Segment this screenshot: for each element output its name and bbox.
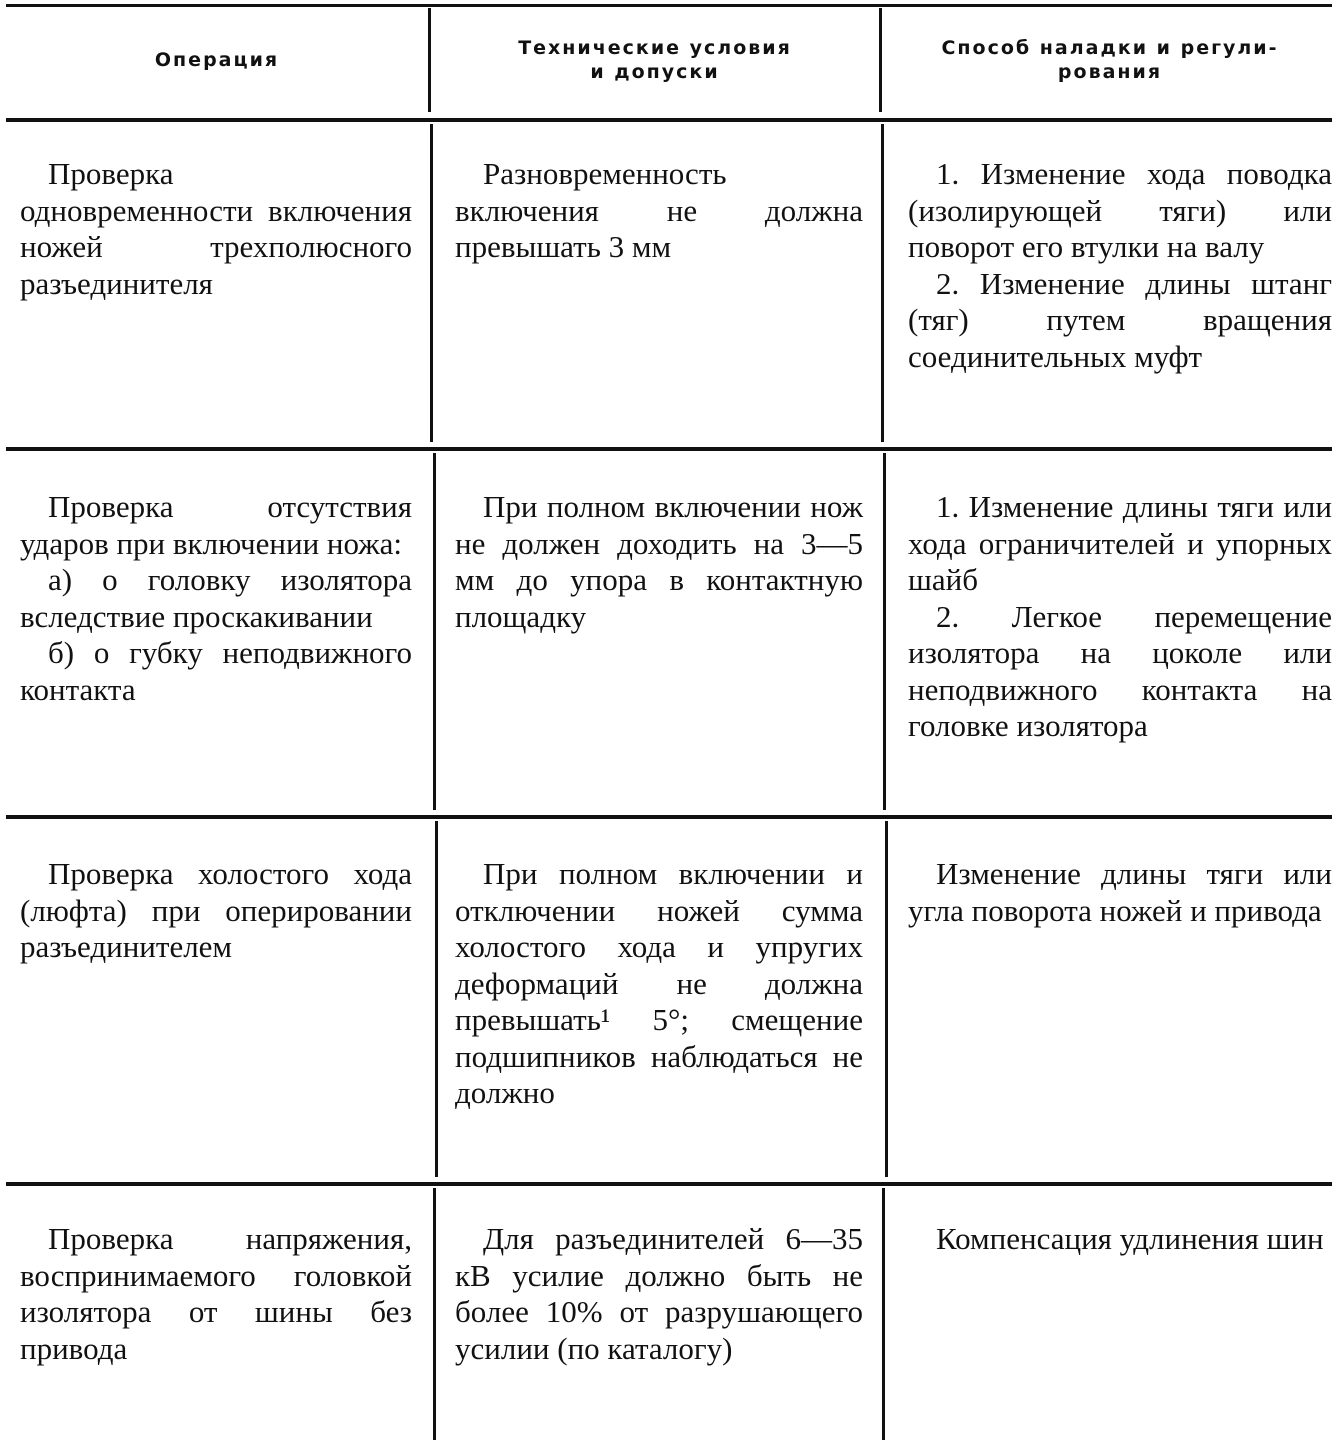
method-text: 2. Изменение длины штанг (тяг) путем вращения соединительных муфт [908, 265, 1332, 374]
column-divider [428, 8, 431, 112]
conditions-text: При полном включении нож не должен доходить на 3—5 мм до упора в контактную площадку [455, 489, 863, 634]
column-divider [435, 821, 438, 1177]
method-cell [908, 156, 1332, 375]
operation-text: Проверка отсутствия ударов при включении ножа: [20, 489, 412, 561]
column-header-operation [10, 10, 424, 110]
operation-text: Проверка одновременности включения ножей трехполюсного разъединителя [20, 156, 412, 301]
row-separator [6, 447, 1332, 451]
method-text: 1. Изменение хода поводка (изолирующей тяги) или поворот его втулки на валу [908, 156, 1332, 264]
method-text: 2. Легкое перемещение изолятора на цоколе или неподвижного контакта на головке изолятора [908, 598, 1332, 743]
column-divider [885, 821, 888, 1177]
row-separator [6, 1182, 1332, 1186]
column-divider [883, 453, 886, 810]
operation-cell [20, 1221, 412, 1367]
method-cell [908, 489, 1332, 745]
header-bottom-rule [6, 118, 1332, 122]
operation-text: Проверка напряжения, воспринимаемого головкой изолятора от шины без привода [20, 1221, 412, 1366]
operation-cell [20, 489, 412, 708]
conditions-text: Для разъединителей 6—35 кВ усилие должно быть не более 10% от разрушающего усилии (по каталогу) [455, 1221, 863, 1366]
header-operation-text: Операция [154, 49, 280, 71]
operation-text: а) о головку изолятора вследствие проскакивании [20, 562, 412, 634]
column-header-method [890, 10, 1330, 110]
conditions-text: Разновременность включения не должна превышать 3 мм [455, 156, 863, 264]
operation-cell [20, 856, 412, 966]
row-separator [6, 815, 1332, 819]
column-divider [433, 453, 436, 810]
column-header-conditions [436, 10, 874, 110]
operation-cell [20, 156, 412, 302]
conditions-cell [455, 1221, 863, 1367]
conditions-cell [455, 489, 863, 635]
method-cell [908, 1221, 1332, 1258]
column-divider [879, 8, 882, 112]
method-text: Изменение длины тяги или угла поворота ножей и привода [908, 856, 1332, 928]
method-cell [908, 856, 1332, 929]
conditions-cell [455, 156, 863, 266]
column-divider [882, 1188, 885, 1440]
header-method-text: Способ наладки и регули- рования [941, 37, 1279, 83]
conditions-cell [455, 856, 863, 1112]
conditions-text: При полном включении и отключении ножей сумма холостого хода и упругих деформаций не должна превышать¹ 5°; смещение подшипников наблюдаться не должно [455, 856, 863, 1110]
method-text: 1. Изменение длины тяги или хода ограничителей и упорных шайб [908, 489, 1332, 597]
table-top-rule [6, 4, 1332, 7]
column-divider [881, 124, 884, 442]
operation-text: б) о губку неподвижного контакта [20, 635, 412, 707]
operation-text: Проверка холостого хода (люфта) при оперировании разъединителем [20, 856, 412, 964]
column-divider [430, 124, 433, 442]
column-divider [433, 1188, 436, 1440]
method-text: Компенсация удлинения шин [936, 1221, 1324, 1256]
header-conditions-text: Технические условия и допуски [518, 37, 792, 83]
